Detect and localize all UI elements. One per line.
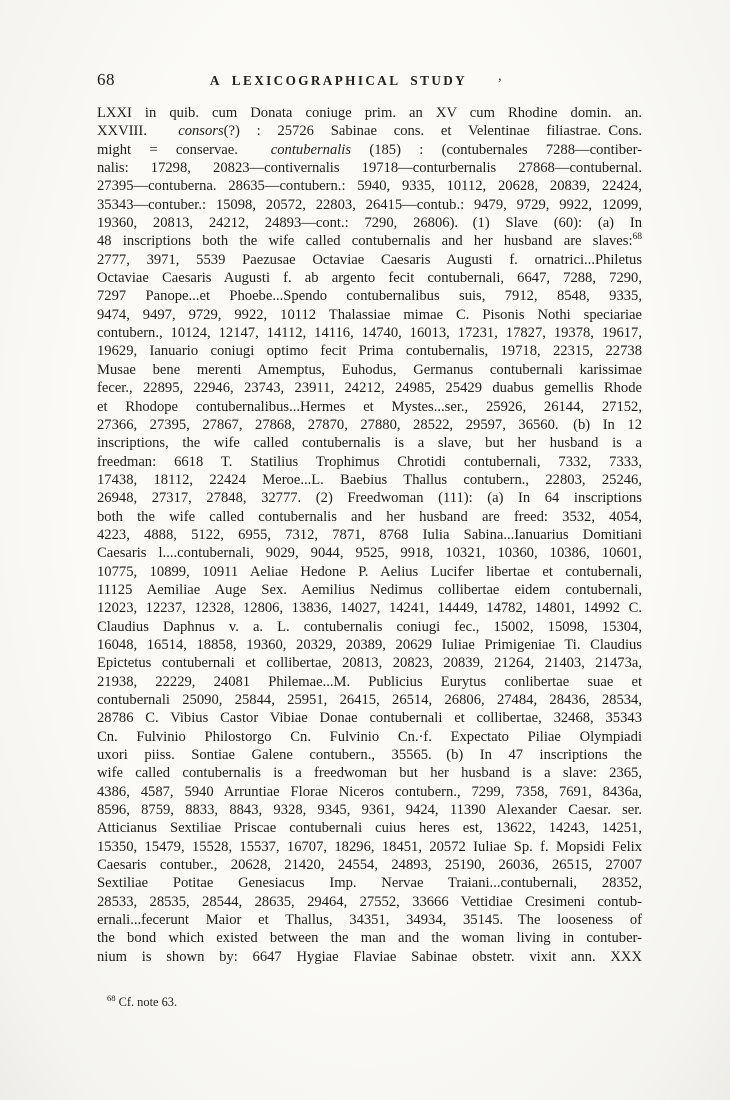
body-line: 10775, 10899, 10911 Aeliae Hedone P. Aelius Lucifer libertae et contubernali, [97, 563, 642, 580]
body-line: nalis: 17298, 20823—contivernalis 19718—conturbernalis 27868—contubernal. [97, 160, 642, 177]
footnote-marker: 68 [107, 992, 116, 1003]
body-line: 35343—contuber.: 15098, 20572, 22803, 26415—contub.: 9479, 9729, 9922, 12099, [97, 196, 642, 213]
body-line: Octaviae Caesaris Augusti f. ab argento fecit contubernali, 6647, 7288, 7290, [97, 270, 642, 287]
body-line: Claudius Daphnus v. a. L. contubernalis coniugi fec., 15002, 15098, 15304, [97, 618, 642, 635]
footnote [107, 992, 642, 1010]
body-line: fecer., 22895, 22946, 23743, 23911, 24212, 24985, 25429 duabus gemellis Rhode [97, 380, 642, 397]
body-line: 8596, 8759, 8833, 8843, 9328, 9345, 9361, 9424, 11390 Alexander Caesar. ser. [97, 802, 642, 819]
body-line: LXXI in quib. cum Donata coniuge prim. an XV cum Rhodine domin. an. [97, 105, 642, 121]
body-line: 26948, 27317, 27848, 32777. (2) Freedwoman (111): (a) In 64 inscriptions [97, 490, 642, 507]
body-line: 15350, 15479, 15528, 15537, 16707, 18296, 18451, 20572 Iuliae Sp. f. Mopsidi Felix [97, 838, 642, 855]
body-line: Atticianus Sextiliae Priscae contubernali cuius heres est, 13622, 14243, 14251, [97, 820, 642, 837]
body-line: inscriptions, the wife called contubernalis is a slave, but her husband is a [97, 435, 642, 452]
running-title: A LEXICOGRAPHICAL STUDY [209, 73, 468, 88]
body-line: Cn. Fulvinio Philostorgo Cn. Fulvinio Cn.·f. Expectato Piliae Olympiadi [97, 728, 642, 745]
body-line: 17438, 18112, 22424 Meroe...L. Baebius Thallus contubern., 22803, 25246, [97, 471, 642, 488]
body-line: Caesaris l....contubernali, 9029, 9044, 9525, 9918, 10321, 10360, 10386, 10601, [97, 545, 642, 562]
body-line: Epictetus contubernali et collibertae, 20813, 20823, 20839, 21264, 21403, 21473a, [97, 655, 642, 672]
body-line: XXVIII. consors(?) : 25726 Sabinae cons. et Velentinae filiastrae. Cons. [97, 123, 642, 140]
body-line: Caesaris contuber., 20628, 21420, 24554, 24893, 25190, 26036, 26515, 27007 [97, 857, 642, 874]
body-line: 28533, 28535, 28544, 28635, 29464, 27552, 33666 Vettidiae Cresimeni contub- [97, 893, 642, 910]
body-line: 9474, 9497, 9729, 9922, 10112 Thalassiae mimae C. Pisonis Nothi speciariae [97, 306, 642, 323]
body-line: 7297 Panope...et Phoebe...Spendo contubernalibus suis, 7912, 8548, 9335, [97, 288, 642, 305]
body-line: 27395—contuberna. 28635—contubern.: 5940, 9335, 10112, 20628, 20839, 22424, [97, 178, 642, 195]
footnote-text: Cf. note 63. [115, 995, 178, 1009]
body-line: Musae bene merenti Amemptus, Euhodus, Germanus contubernali karissimae [97, 361, 642, 378]
body-line: 11125 Aemiliae Auge Sex. Aemilius Nedimus collibertae eidem contubernali, [97, 581, 642, 598]
body-line: ernali...fecerunt Maior et Thallus, 34351, 34934, 35145. The looseness of [97, 912, 642, 929]
body-line: Sextiliae Potitae Genesiacus Imp. Nervae Traiani...contubernali, 28352, [97, 875, 642, 892]
printer-mark: , [498, 68, 502, 84]
body-line: both the wife called contubernalis and her husband are freed: 3532, 4054, [97, 508, 642, 525]
body-line: 4386, 4587, 5940 Arruntiae Florae Niceros contubern., 7299, 7358, 7691, 8436a, [97, 783, 642, 800]
body-line: nium is shown by: 6647 Hygiae Flaviae Sabinae obstetr. vixit ann. XXX [97, 948, 642, 965]
body-line: uxori piiss. Sontiae Galene contubern., 35565. (b) In 47 inscriptions the [97, 747, 642, 764]
body-line: the bond which existed between the man and the woman living in contuber- [97, 930, 642, 947]
body-line: might = conservae. contubernalis (185) : (contubernales 7288—contiber- [97, 141, 642, 158]
page-header [97, 70, 642, 92]
body-line: 28786 C. Vibius Castor Vibiae Donae contubernali et collibertae, 32468, 35343 [97, 710, 642, 727]
body-line: contubernali 25090, 25844, 25951, 26415, 26514, 26806, 27484, 28436, 28534, [97, 692, 642, 708]
body-line: 12023, 12237, 12328, 12806, 13836, 14027, 14241, 14449, 14782, 14801, 14992 C. [97, 600, 642, 617]
body-line: 4223, 4888, 5122, 6955, 7312, 7871, 8768 Iulia Sabina...Ianuarius Domitiani [97, 526, 642, 543]
body-line: 19629, Ianuario coniugi optimo fecit Prima contubernalis, 19718, 22315, 22738 [97, 343, 642, 360]
body-line: wife called contubernalis is a freedwoman but her husband is a slave: 2365, [97, 765, 642, 782]
body-line: 21938, 22229, 24081 Philemae...M. Publicius Eurytus conlibertae suae et [97, 673, 642, 690]
body-line: 27366, 27395, 27867, 27868, 27870, 27880, 28522, 29597, 36560. (b) In 12 [97, 416, 642, 433]
body-line: 48 inscriptions both the wife called contubernalis and her husband are slaves:$^{68}$ [97, 232, 642, 250]
body-line: freedman: 6618 T. Statilius Trophimus Chrotidi contubernali, 7332, 7333, [97, 453, 642, 470]
body-line: 2777, 3971, 5539 Paezusae Octaviae Caesaris Augusti f. ornatrici...Philetus [97, 251, 642, 268]
page-number: 68 [97, 70, 115, 89]
body-line: 16048, 16514, 18858, 19360, 20329, 20389, 20629 Iuliae Primigeniae Ti. Claudius [97, 636, 642, 653]
body-line: 19360, 20813, 24212, 24893—cont.: 7290, 26806). (1) Slave (60): (a) In [97, 215, 642, 232]
body-line: contubern., 10124, 12147, 14112, 14116, 14740, 16013, 17231, 17827, 19378, 19617, [97, 325, 642, 342]
body-line: et Rhodope contubernalibus...Hermes et Mystes...ser., 25926, 26144, 27152, [97, 398, 642, 415]
body-text [97, 104, 642, 966]
